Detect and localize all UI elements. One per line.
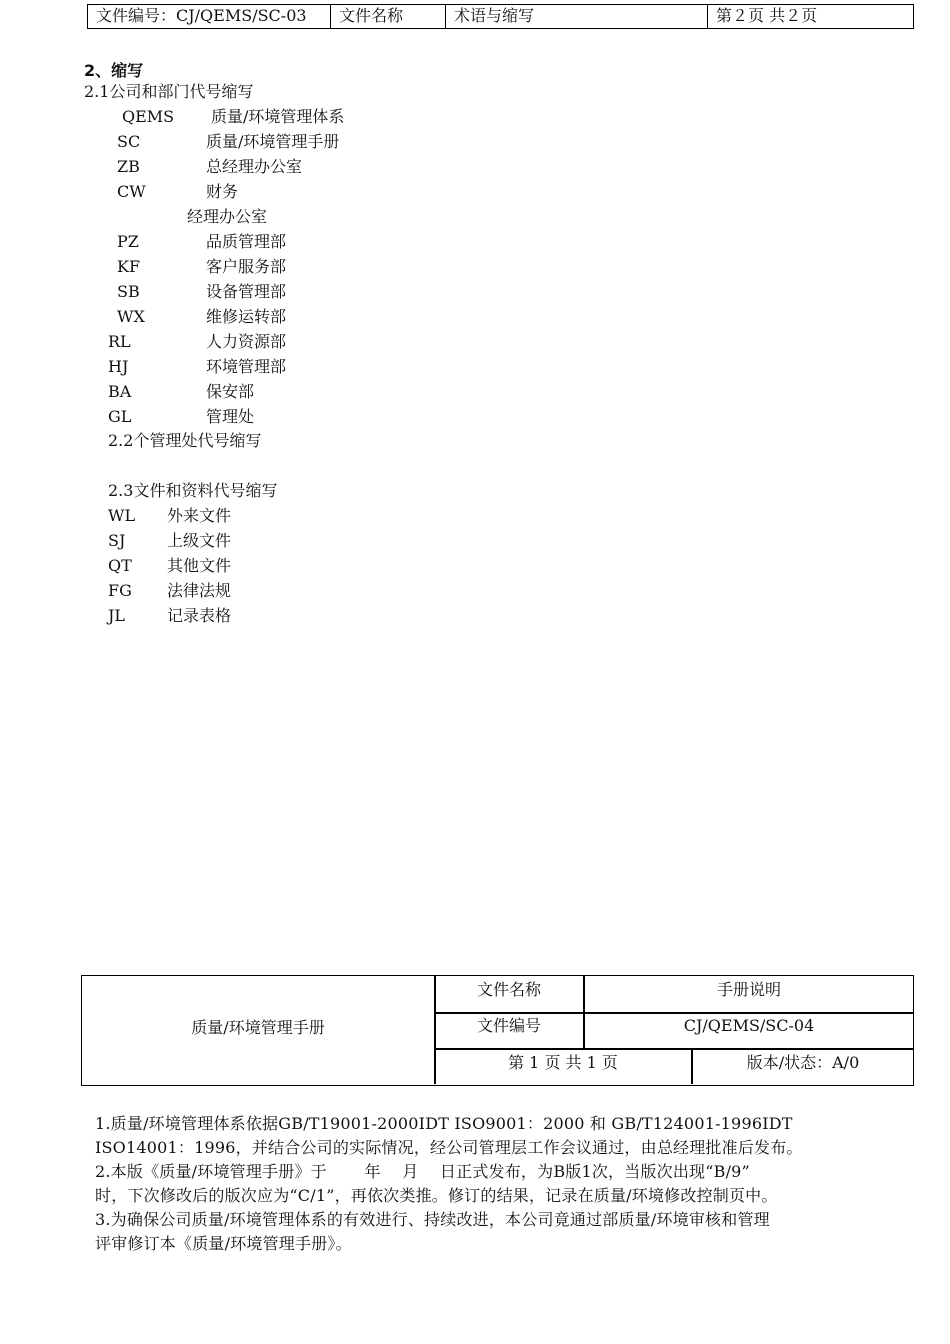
abbr-text: 法律法规 <box>167 581 232 600</box>
header-name-label: 文件名称 <box>331 5 446 28</box>
abbr-text: 总经理办公室 <box>206 157 303 176</box>
file-no-label: 文件编号 <box>476 1016 541 1035</box>
note-line: 3.为确保公司质量/环境管理体系的有效进行、持续改进，本公司竟通过部质量/环境审核和管理 <box>95 1210 770 1229</box>
note-line: 2.本版《质量/环境管理手册》于 年 月 日正式发布，为B版1次，当版次出现“B/9” <box>95 1162 750 1181</box>
abbr-code: QEMS <box>122 107 175 126</box>
abbr-code: CW <box>117 182 146 201</box>
abbr-text: 质量/环境管理手册 <box>206 132 340 151</box>
section-title: 2、缩写 <box>84 61 144 80</box>
abbr-text: 上级文件 <box>167 531 232 550</box>
table-divider <box>434 1012 914 1014</box>
note-line: 1.质量/环境管理体系依据GB/T19001-2000IDT ISO9001：2000 和 GB/T124001-1996IDT <box>95 1114 793 1133</box>
abbr-code: FG <box>108 581 132 600</box>
abbr-code: WL <box>108 506 136 525</box>
abbr-code: JL <box>108 606 126 625</box>
abbr-code: ZB <box>117 157 140 176</box>
header-doc-no: 文件编号：CJ/QEMS/SC-03 <box>88 5 331 28</box>
abbr-code: QT <box>108 556 132 575</box>
manual-title: 质量/环境管理手册 <box>191 1018 325 1037</box>
abbr-text: 环境管理部 <box>206 357 287 376</box>
version-status: 版本/状态：A/0 <box>746 1053 860 1072</box>
header-name-value: 术语与缩写 <box>446 5 708 28</box>
file-name-value: 手册说明 <box>716 980 781 999</box>
file-name-label: 文件名称 <box>476 980 541 999</box>
note-line: ISO14001：1996，并结合公司的实际情况，经公司管理层工作会议通过，由总经理批准后发布。 <box>95 1138 803 1157</box>
abbr-code: BA <box>108 382 132 401</box>
abbr-text: 质量/环境管理体系 <box>211 107 345 126</box>
abbr-text: 品质管理部 <box>206 232 287 251</box>
abbr-text: 人力资源部 <box>206 332 287 351</box>
abbr-code: WX <box>117 307 145 326</box>
abbr-text: 设备管理部 <box>206 282 287 301</box>
abbr-text: 维修运转部 <box>206 307 287 326</box>
abbr-text: 保安部 <box>206 382 255 401</box>
abbr-code: KF <box>117 257 141 276</box>
subsection-2-1-title: 2.1公司和部门代号缩写 <box>84 82 254 101</box>
note-line: 评审修订本《质量/环境管理手册》。 <box>95 1234 352 1253</box>
subsection-2-2-title: 2.2个管理处代号缩写 <box>108 431 262 450</box>
abbr-text: 记录表格 <box>167 606 232 625</box>
header-page: 第２页 共２页 <box>716 6 818 25</box>
abbr-text: 管理处 <box>206 407 255 426</box>
abbr-code: SC <box>117 132 141 151</box>
abbr-code: HJ <box>108 357 129 376</box>
abbr-code: RL <box>108 332 131 351</box>
abbr-code: SJ <box>108 531 126 550</box>
table-divider <box>434 1048 914 1050</box>
abbr-code: PZ <box>117 232 139 251</box>
abbr-code: GL <box>108 407 132 426</box>
abbr-code: SB <box>117 282 140 301</box>
abbr-text: 外来文件 <box>167 506 232 525</box>
abbr-text: 其他文件 <box>167 556 232 575</box>
abbr-text: 客户服务部 <box>206 257 287 276</box>
page-count: 第 1 页 共 1 页 <box>508 1053 618 1072</box>
note-line: 时，下次修改后的版次应为“C/1”，再依次类推。修订的结果，记录在质量/环境修改控制页中。 <box>95 1186 778 1205</box>
subsection-2-3-title: 2.3文件和资料代号缩写 <box>108 481 278 500</box>
manual-info-table <box>81 975 914 1086</box>
file-no-value: CJ/QEMS/SC-04 <box>683 1016 815 1035</box>
header-table <box>87 4 914 29</box>
abbr-text: 经理办公室 <box>187 207 268 226</box>
abbr-text: 财务 <box>206 182 239 201</box>
